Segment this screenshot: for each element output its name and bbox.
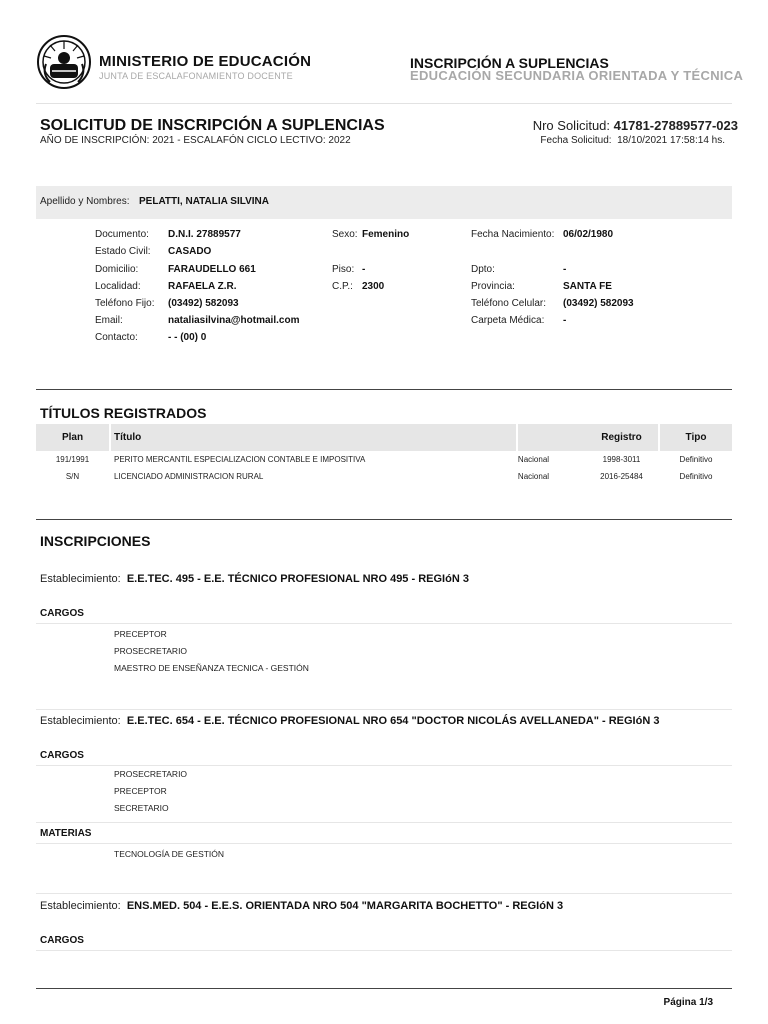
cargos-label: CARGOS (40, 750, 84, 761)
titulos-table-header (36, 424, 732, 451)
col-titulo: Título (111, 424, 516, 451)
piso-value: - (362, 264, 366, 275)
cp-label: C.P.: (332, 281, 353, 292)
telefono-celular-label: Teléfono Celular: (471, 298, 547, 309)
piso-label: Piso: (332, 264, 355, 275)
ministry-name: MINISTERIO DE EDUCACIÓN (99, 53, 312, 70)
establecimiento-2-name: E.E.TEC. 654 - E.E. TÉCNICO PROFESIONAL NRO 654 "DOCTOR NICOLÁS AVELLANEDA" - REGIóN 3 (126, 715, 660, 727)
localidad-value: RAFAELA Z.R. (168, 281, 237, 292)
estado-civil-label: Estado Civil: (95, 246, 151, 257)
request-date (540, 135, 725, 146)
row1-plan: 191/1991 (55, 455, 90, 464)
documento-label: Documento: (95, 229, 149, 240)
cargo-item: PROSECRETARIO (114, 646, 188, 656)
materia-item: TECNOLOGÍA DE GESTIÓN (114, 849, 225, 859)
footer-divider (36, 988, 732, 989)
document-subtitle: AÑO DE INSCRIPCIÓN: 2021 - ESCALAFÓN CICLO LECTIVO: 2022 (40, 135, 351, 146)
establecimiento-3 (40, 900, 563, 912)
establecimiento-label: Establecimiento: (40, 715, 121, 727)
cargo-item: MAESTRO DE ENSEÑANZA TECNICA - GESTIÓN (114, 663, 309, 673)
establecimiento-label: Establecimiento: (40, 900, 121, 912)
cargos-divider (36, 623, 732, 624)
province-seal-logo (36, 34, 92, 90)
header-title: INSCRIPCIÓN A SUPLENCIAS (410, 55, 609, 71)
col-plan: Plan (36, 424, 109, 451)
materias-divider (36, 843, 732, 844)
cargos-label: CARGOS (40, 608, 84, 619)
inscripciones-heading: INSCRIPCIONES (40, 533, 151, 549)
header-divider (36, 103, 732, 104)
sexo-value: Femenino (362, 229, 410, 240)
row1-jurisdiccion: Nacional (517, 455, 550, 464)
ministry-subtitle: JUNTA DE ESCALAFONAMIENTO DOCENTE (99, 71, 293, 81)
nacimiento-value: 06/02/1980 (563, 229, 614, 240)
telefono-fijo-label: Teléfono Fijo: (95, 298, 155, 309)
request-date-value: 18/10/2021 17:58:14 hs. (617, 135, 725, 146)
materias-top-divider (36, 822, 732, 823)
establecimiento-2 (40, 715, 659, 727)
establecimiento-3-name: ENS.MED. 504 - E.E.S. ORIENTADA NRO 504 "MARGARITA BOCHETTO" - REGIóN 3 (126, 900, 564, 912)
row2-jurisdiccion: Nacional (517, 472, 550, 481)
document-title: SOLICITUD DE INSCRIPCIÓN A SUPLENCIAS (40, 117, 385, 134)
carpeta-medica-label: Carpeta Médica: (471, 315, 545, 326)
domicilio-value: FARAUDELLO 661 (168, 264, 256, 275)
cp-value: 2300 (362, 281, 385, 292)
cargos-label: CARGOS (40, 935, 84, 946)
applicant-name-bar (36, 186, 732, 219)
email-value: nataliasilvina@hotmail.com (168, 315, 300, 326)
cargo-item: PRECEPTOR (114, 786, 167, 796)
provincia-label: Provincia: (471, 281, 515, 292)
dpto-value: - (563, 264, 567, 275)
carpeta-medica-value: - (563, 315, 567, 326)
establecimiento-1-name: E.E.TEC. 495 - E.E. TÉCNICO PROFESIONAL NRO 495 - REGIóN 3 (126, 573, 469, 585)
request-date-label: Fecha Solicitud: (540, 135, 612, 146)
contacto-value: - - (00) 0 (168, 332, 207, 343)
localidad-label: Localidad: (95, 281, 141, 292)
telefono-celular-value: (03492) 582093 (563, 298, 634, 309)
request-number-value: 41781-27889577-023 (613, 118, 738, 133)
row2-registro: 2016-25484 (600, 472, 643, 481)
cargos-divider (36, 765, 732, 766)
titulos-divider (36, 519, 732, 520)
personal-divider (36, 389, 732, 390)
establecimiento-label: Establecimiento: (40, 573, 121, 585)
col-tipo: Tipo (660, 424, 732, 451)
sexo-label: Sexo: (332, 229, 358, 240)
nacimiento-label: Fecha Nacimiento: (471, 229, 555, 240)
row1-titulo: PERITO MERCANTIL ESPECIALIZACION CONTABLE E IMPOSITIVA (114, 455, 366, 464)
cargo-item: PRECEPTOR (114, 629, 167, 639)
contacto-label: Contacto: (95, 332, 138, 343)
materias-label: MATERIAS (40, 828, 92, 839)
row2-plan: S/N (65, 472, 80, 481)
telefono-fijo-value: (03492) 582093 (168, 298, 239, 309)
documento-value: D.N.I. 27889577 (168, 229, 241, 240)
establecimiento-1 (40, 573, 469, 585)
establecimiento-divider (36, 709, 732, 710)
row1-registro: 1998-3011 (602, 455, 641, 464)
cargo-item: PROSECRETARIO (114, 769, 188, 779)
row2-tipo: Definitivo (679, 472, 713, 481)
estado-civil-value: CASADO (168, 246, 212, 257)
establecimiento-divider (36, 893, 732, 894)
name-label: Apellido y Nombres: (40, 196, 130, 207)
domicilio-label: Domicilio: (95, 264, 139, 275)
row1-tipo: Definitivo (679, 455, 713, 464)
provincia-value: SANTA FE (563, 281, 612, 292)
page-number: Página 1/3 (663, 997, 713, 1008)
email-label: Email: (95, 315, 123, 326)
request-number-label: Nro Solicitud: (532, 118, 611, 133)
name-value: PELATTI, NATALIA SILVINA (139, 196, 269, 207)
dpto-label: Dpto: (471, 264, 495, 275)
request-number (533, 118, 738, 133)
row2-titulo: LICENCIADO ADMINISTRACION RURAL (114, 472, 264, 481)
header-subtitle: EDUCACIÓN SECUNDARIA ORIENTADA Y TÉCNICA (410, 68, 744, 83)
cargo-item: SECRETARIO (114, 803, 169, 813)
titulos-heading: TÍTULOS REGISTRADOS (40, 405, 207, 421)
col-registro: Registro (585, 424, 658, 451)
cargos-divider (36, 950, 732, 951)
